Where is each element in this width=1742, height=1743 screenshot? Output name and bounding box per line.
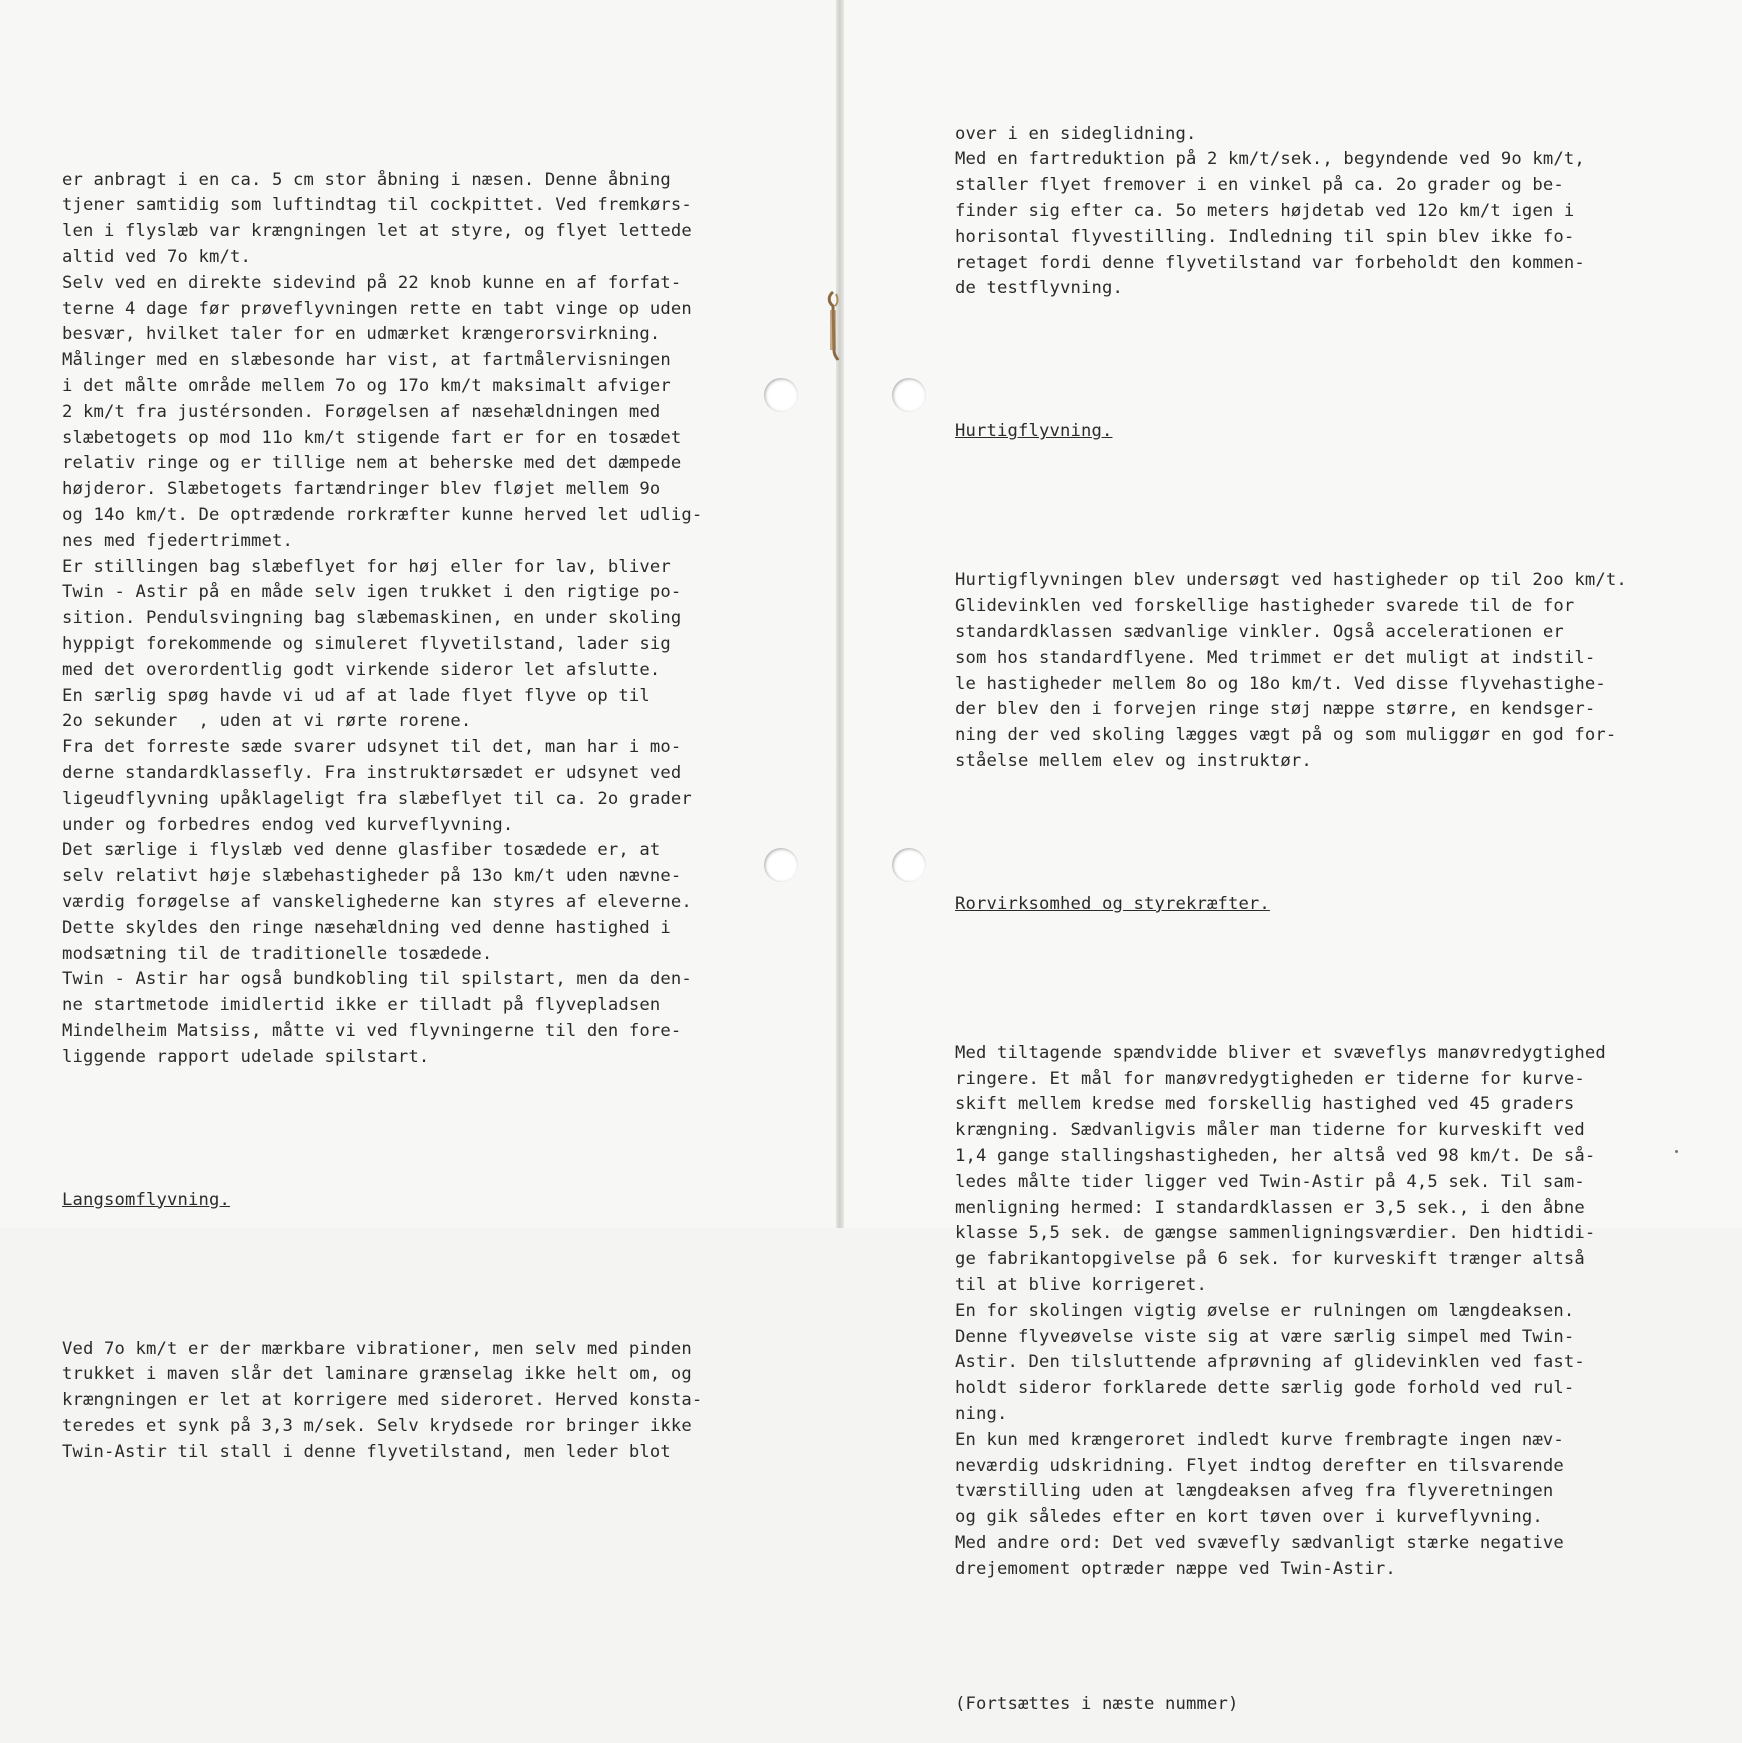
punch-hole-left-lower	[764, 848, 798, 882]
continuation-note: (Fortsættes i næste nummer)	[955, 1693, 1239, 1714]
text-line: altid ved 7o km/t.	[62, 246, 251, 267]
text-line: Fra det forreste sæde svarer udsynet til det, man har i mo-	[62, 737, 682, 758]
text-line: horisontal flyvestilling. Indledning til spin blev ikke fo-	[955, 226, 1575, 247]
text-line: le hastigheder mellem 8o og 18o km/t. Ved disse flyvehastighe-	[955, 673, 1606, 694]
text-line: Ved 7o km/t er der mærkbare vibrationer, men selv med pinden	[62, 1338, 692, 1359]
text-line: Hurtigflyvningen blev undersøgt ved hastigheder op til 2oo km/t.	[955, 570, 1627, 591]
text-line: højderor. Slæbetogets fartændringer blev fløjet mellem 9o	[62, 479, 661, 500]
staple-icon	[825, 290, 841, 362]
text-line: Denne flyveøvelse viste sig at være særlig simpel med Twin-	[955, 1326, 1575, 1347]
text-line: og 14o km/t. De optrædende rorkræfter kunne herved let udlig-	[62, 504, 703, 525]
text-line: standardklassen sædvanlige vinkler. Også accelerationen er	[955, 621, 1564, 642]
text-line: tværstilling uden at længdeaksen afveg fra flyveretningen	[955, 1481, 1554, 1502]
text-line: Målinger med en slæbesonde har vist, at fartmålervisningen	[62, 350, 671, 371]
text-line: En kun med krængeroret indledt kurve frembragte ingen næv-	[955, 1429, 1564, 1450]
text-line: skift mellem kredse med forskellig hastighed ved 45 graders	[955, 1094, 1575, 1115]
text-line: ståelse mellem elev og instruktør.	[955, 750, 1312, 771]
text-line: Med andre ord: Det ved svævefly sædvanligt stærke negative	[955, 1533, 1564, 1554]
text-line: Twin-Astir til stall i denne flyvetilstand, men leder blot	[62, 1441, 671, 1462]
text-line: værdig forøgelse af vanskelighederne kan styres af eleverne.	[62, 891, 692, 912]
text-line: Twin - Astir har også bundkobling til spilstart, men da den-	[62, 969, 692, 990]
left-column-text	[62, 116, 742, 1491]
text-line: relativ ringe og er tillige nem at beherske med det dæmpede	[62, 453, 682, 474]
text-line: sition. Pendulsvingning bag slæbemaskinen, en under skoling	[62, 608, 682, 629]
text-line: len i flyslæb var krængningen let at styre, og flyet lettede	[62, 221, 692, 242]
text-line: til at blive korrigeret.	[955, 1275, 1207, 1296]
text-line: Med en fartreduktion på 2 km/t/sek., begyndende ved 9o km/t,	[955, 149, 1585, 170]
paper-speck	[1675, 1150, 1678, 1153]
text-line: der blev den i forvejen ringe støj næppe større, en kendsger-	[955, 699, 1596, 720]
left-body-section	[62, 168, 742, 1071]
text-line: Dette skyldes den ringe næsehældning ved denne hastighed i	[62, 917, 671, 938]
text-line: finder sig efter ca. 5o meters højdetab ved 12o km/t igen i	[955, 200, 1575, 221]
text-line: Astir. Den tilsluttende afprøvning af glidevinklen ved fast-	[955, 1352, 1585, 1373]
langsomflyvning-section	[62, 1337, 742, 1466]
text-line: neværdig udskridning. Flyet indtog derefter en tilsvarende	[955, 1455, 1564, 1476]
text-line: Twin - Astir på en måde selv igen trukket i den rigtige po-	[62, 582, 682, 603]
text-line: En særlig spøg havde vi ud af at lade flyet flyve op til	[62, 685, 650, 706]
heading-rorvirksomhed: Rorvirksomhed og styrekræfter.	[955, 893, 1270, 914]
text-line: staller flyet fremover i en vinkel på ca. 2o grader og be-	[955, 175, 1564, 196]
heading-hurtigflyvning: Hurtigflyvning.	[955, 421, 1113, 442]
text-line: Det særlige i flyslæb ved denne glasfiber tosædede er, at	[62, 840, 661, 861]
text-line: ning der ved skoling lægges vægt på og som muliggør en god for-	[955, 725, 1617, 746]
text-line: Er stillingen bag slæbeflyet for høj eller for lav, bliver	[62, 556, 671, 577]
text-line: ringere. Et mål for manøvredygtigheden er tiderne for kurve-	[955, 1068, 1585, 1089]
text-line: besvær, hvilket taler for en udmærket krængerorsvirkning.	[62, 324, 661, 345]
text-line: ligeudflyvning upåklageligt fra slæbeflyet til ca. 2o grader	[62, 788, 692, 809]
text-line: 2o sekunder , uden at vi rørte rorene.	[62, 711, 472, 732]
text-line: klasse 5,5 sek. de gængse sammenligningsværdier. Den hidtidi-	[955, 1223, 1596, 1244]
text-line: hyppigt forekommende og simuleret flyvetilstand, lader sig	[62, 633, 671, 654]
text-line: ne startmetode imidlertid ikke er tilladt på flyvepladsen	[62, 995, 661, 1016]
text-line: holdt sideror forklarede dette særlig gode forhold ved rul-	[955, 1378, 1575, 1399]
text-line: Med tiltagende spændvidde bliver et svæveflys manøvredygtighed	[955, 1042, 1606, 1063]
text-line: liggende rapport udelade spilstart.	[62, 1046, 430, 1067]
text-line: 2 km/t fra justérsonden. Forøgelsen af næsehældningen med	[62, 401, 661, 422]
heading-langsomflyvning: Langsomflyvning.	[62, 1189, 230, 1210]
punch-hole-right-upper	[892, 378, 926, 412]
text-line: som hos standardflyene. Med trimmet er det muligt at indstil-	[955, 647, 1596, 668]
text-line: Selv ved en direkte sidevind på 22 knob kunne en af forfat-	[62, 272, 682, 293]
text-line: selv relativt høje slæbehastigheder på 13o km/t uden nævne-	[62, 866, 682, 887]
text-line: krængningen er let at korrigere med sideroret. Herved konsta-	[62, 1390, 703, 1411]
text-line: terne 4 dage før prøveflyvningen rette en tabt vinge op uden	[62, 298, 692, 319]
punch-hole-right-lower	[892, 848, 926, 882]
text-line: krængning. Sædvanligvis måler man tiderne for kurveskift ved	[955, 1120, 1585, 1141]
text-line: slæbetogets op mod 11o km/t stigende fart er for en tosædet	[62, 427, 682, 448]
rorvirksomhed-section	[955, 1041, 1655, 1583]
right-column-text	[955, 70, 1655, 1743]
text-line: er anbragt i en ca. 5 cm stor åbning i næsen. Denne åbning	[62, 169, 671, 190]
text-line: Mindelheim Matsiss, måtte vi ved flyvningerne til den fore-	[62, 1020, 682, 1041]
text-line: over i en sideglidning.	[955, 123, 1197, 144]
text-line: nes med fjedertrimmet.	[62, 530, 293, 551]
text-line: drejemoment optræder næppe ved Twin-Astir.	[955, 1558, 1396, 1579]
text-line: med det overordentlig godt virkende sideror let afslutte.	[62, 659, 661, 680]
text-line: under og forbedres endog ved kurveflyvning.	[62, 814, 514, 835]
text-line: tjener samtidig som luftindtag til cockpittet. Ved fremkørs-	[62, 195, 692, 216]
text-line: menligning hermed: I standardklassen er 3,5 sek., i den åbne	[955, 1197, 1585, 1218]
right-intro-section	[955, 122, 1655, 303]
text-line: derne standardklassefly. Fra instruktørsædet er udsynet ved	[62, 762, 682, 783]
page-fold	[836, 0, 844, 1228]
hurtigflyvning-section	[955, 568, 1655, 774]
punch-hole-left-upper	[764, 378, 798, 412]
text-line: En for skolingen vigtig øvelse er rulningen om længdeaksen.	[955, 1300, 1575, 1321]
text-line: retaget fordi denne flyvetilstand var forbeholdt den kommen-	[955, 252, 1585, 273]
text-line: teredes et synk på 3,3 m/sek. Selv krydsede ror bringer ikke	[62, 1416, 692, 1437]
text-line: i det målte område mellem 7o og 17o km/t maksimalt afviger	[62, 375, 671, 396]
text-line: ledes målte tider ligger ved Twin-Astir på 4,5 sek. Til sam-	[955, 1171, 1585, 1192]
text-line: Glidevinklen ved forskellige hastigheder svarede til de for	[955, 596, 1575, 617]
text-line: de testflyvning.	[955, 278, 1123, 299]
text-line: modsætning til de traditionelle tosædede.	[62, 943, 493, 964]
text-line: ning.	[955, 1404, 1008, 1425]
text-line: ge fabrikantopgivelse på 6 sek. for kurveskift trænger altså	[955, 1249, 1585, 1270]
text-line: 1,4 gange stallingshastigheden, her altså ved 98 km/t. De så-	[955, 1146, 1596, 1167]
text-line: og gik således efter en kort tøven over i kurveflyvning.	[955, 1507, 1543, 1528]
text-line: trukket i maven slår det laminare grænselag ikke helt om, og	[62, 1364, 692, 1385]
